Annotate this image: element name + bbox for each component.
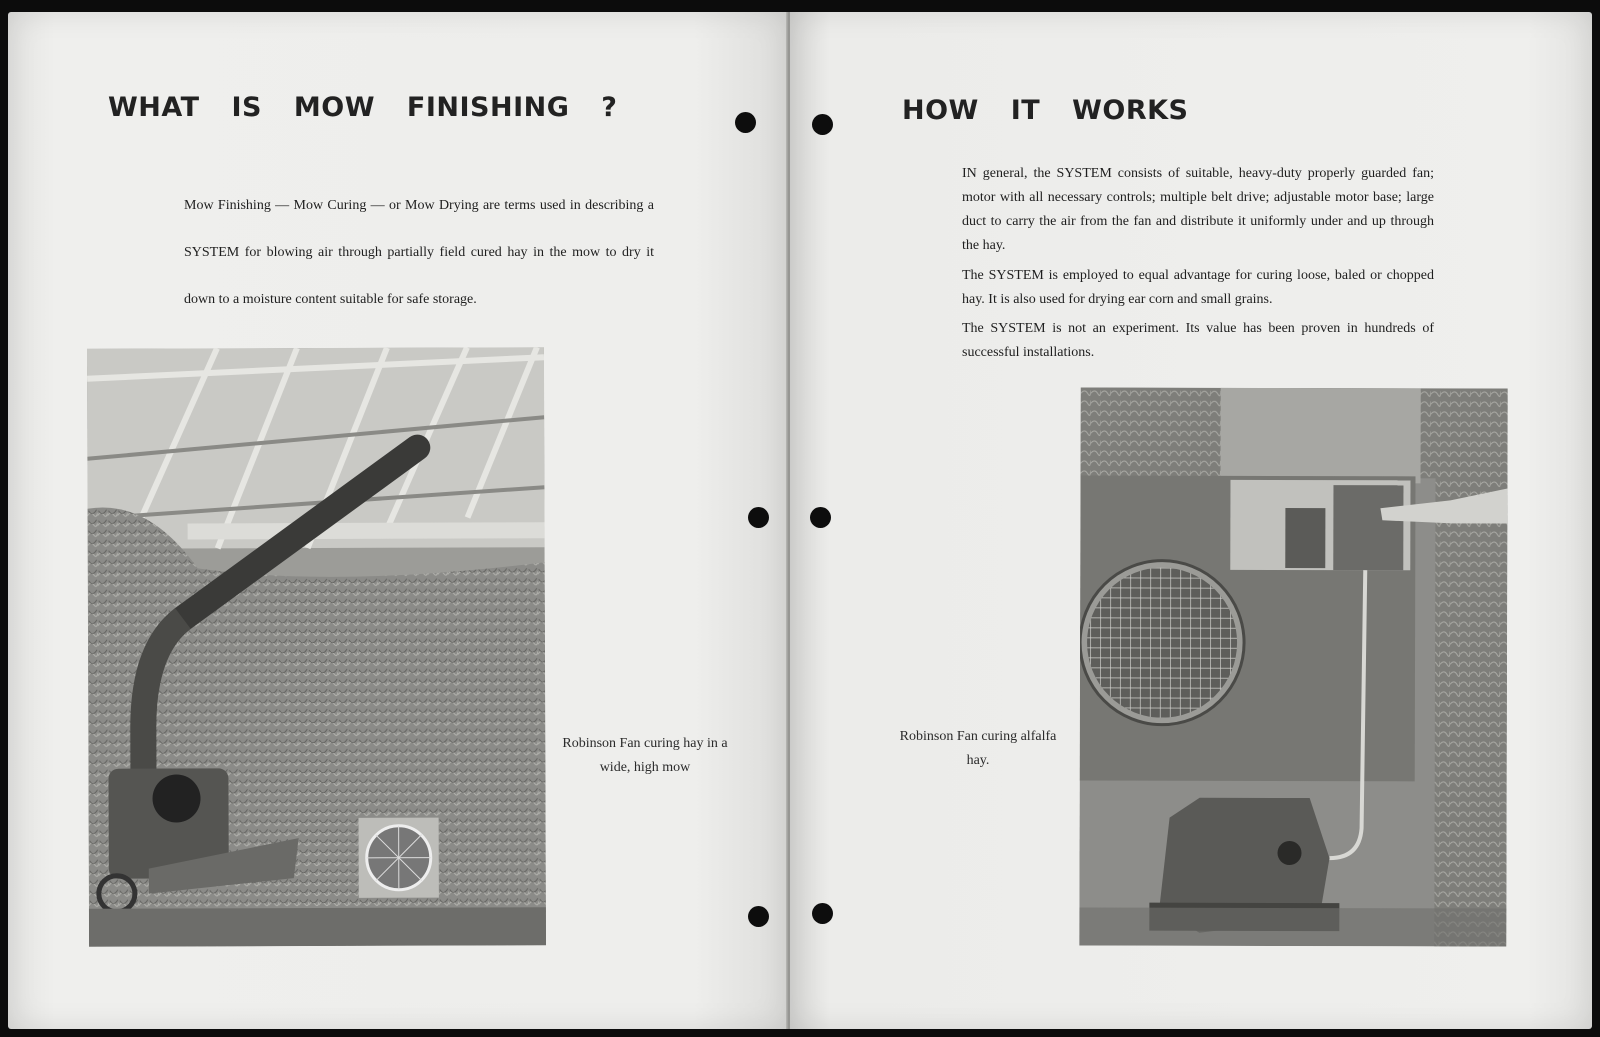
- right-photo-caption: Robinson Fan curing alfalfa hay.: [899, 729, 1057, 768]
- left-page: [8, 12, 788, 1029]
- binder-hole: [812, 114, 833, 135]
- barn-mow-fan-photo: [87, 347, 546, 947]
- binder-hole: [748, 906, 769, 927]
- binder-hole: [748, 507, 769, 528]
- binder-hole: [810, 507, 831, 528]
- binder-hole: [735, 112, 756, 133]
- fan-motor-photo: [1079, 387, 1507, 946]
- left-photo-caption: Robinson Fan curing hay in a wide, high mow: [562, 736, 728, 775]
- left-page-title: WHAT IS MOW FINISHING ?: [108, 92, 618, 123]
- system-paragraph-3: The SYSTEM is not an experiment. Its value has been proven in hundreds of successful installations.: [962, 321, 1434, 360]
- right-page: [790, 12, 1592, 1029]
- system-paragraph-2: The SYSTEM is employed to equal advantage for curing loose, baled or chopped hay. It is also used for drying ear corn and small grains.: [962, 268, 1434, 307]
- right-page-title: HOW IT WORKS: [902, 95, 1189, 126]
- system-paragraph-1: IN general, the SYSTEM consists of suitable, heavy-duty properly guarded fan; motor with all necessary controls; multiple belt drive; adjustable motor base; large duct to carry the air from the fan and distribute it uniformly under and up through the hay.: [962, 166, 1434, 253]
- mow-finishing-paragraph: Mow Finishing — Mow Curing — or Mow Drying are terms used in describing a SYSTEM for blowing air through partially field cured hay in the mow to dry it down to a moisture content suitable for safe storage.: [184, 198, 654, 307]
- binder-hole: [812, 903, 833, 924]
